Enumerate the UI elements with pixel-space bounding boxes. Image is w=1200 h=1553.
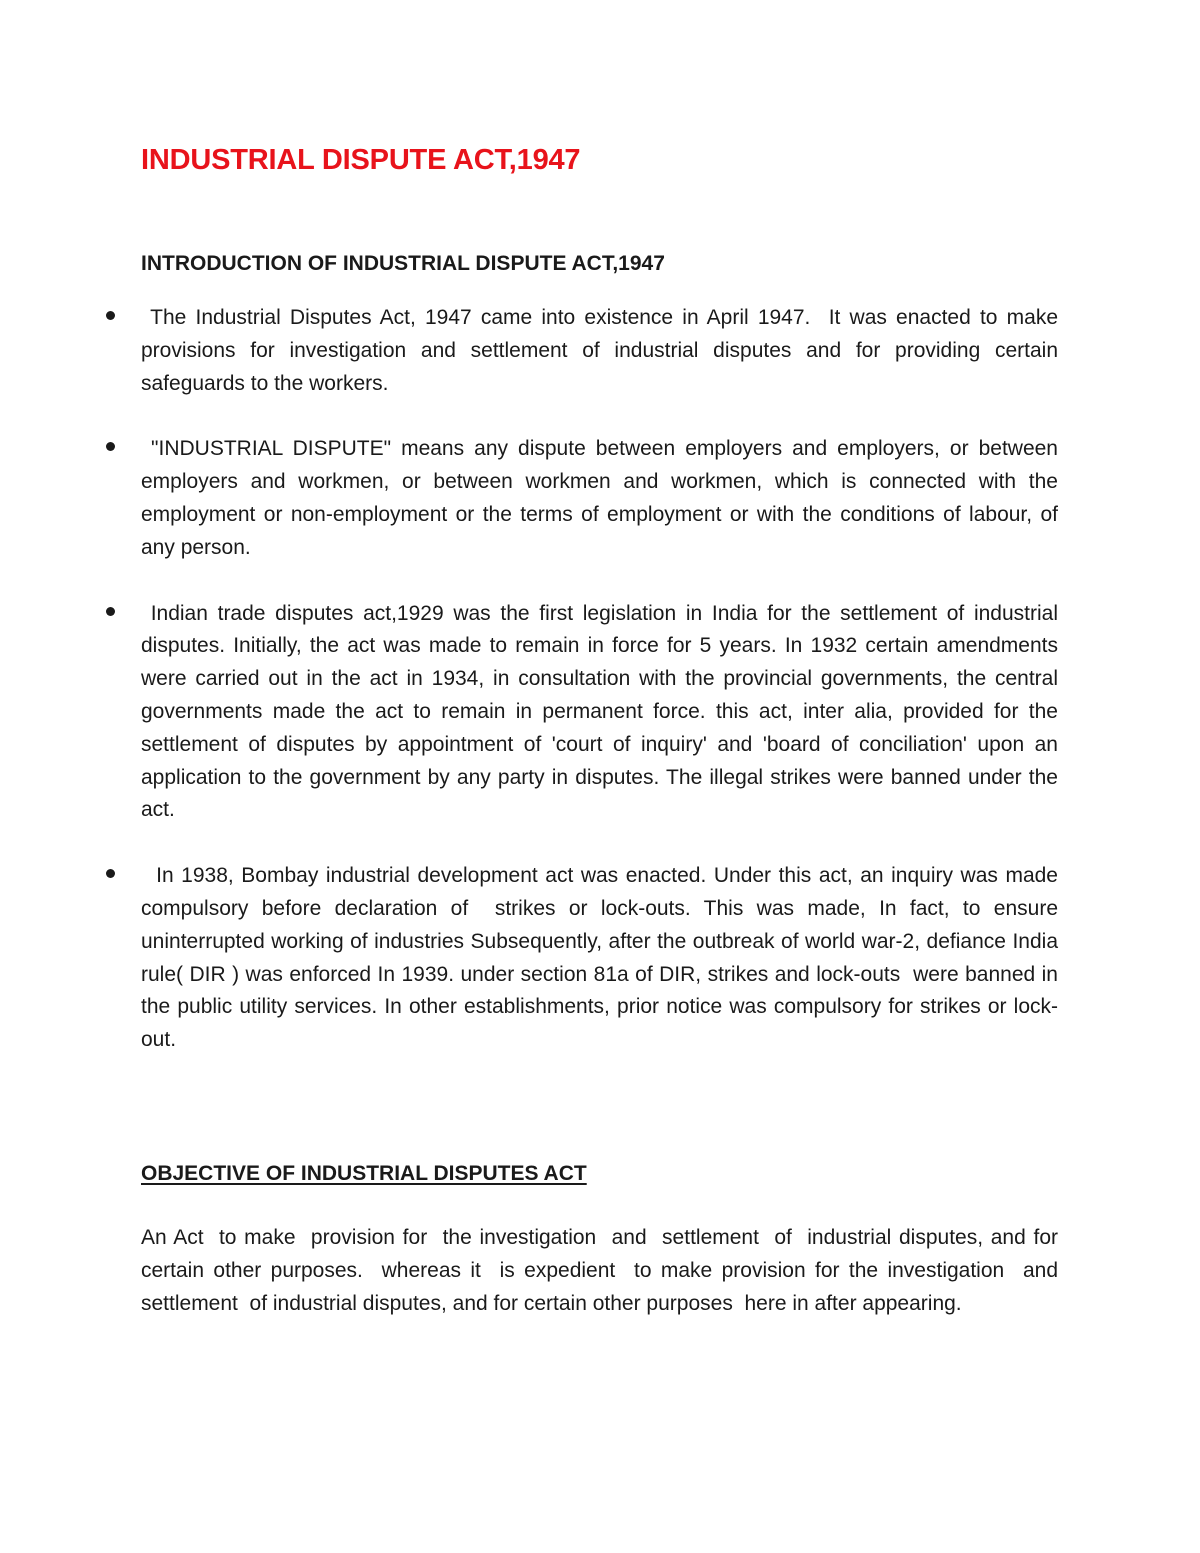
bullet-icon <box>106 311 115 320</box>
bullet-text: In 1938, Bombay industrial development act was enacted. Under this act, an inquiry was made compulsory before declaration of strikes or lock-outs. This was made, In fact, to ensure uninterrupted working of industries Subsequently, after the outbreak of world war-2, defiance India rule( DIR ) was enforced In 1939. under section 81a of DIR, strikes and lock-outs were banned in the public utility services. In other establishments, prior notice was compulsory for strikes or lock-out. <box>141 864 1064 1052</box>
document-title: INDUSTRIAL DISPUTE ACT,1947 <box>141 144 581 176</box>
bullet-item <box>141 433 1064 564</box>
bullet-icon <box>106 442 115 451</box>
bullet-text: The Industrial Disputes Act, 1947 came into existence in April 1947. It was enacted to make provisions for investigation and settlement of industrial disputes and for providing certain safeguards to the workers. <box>141 306 1064 395</box>
bullet-icon <box>106 869 115 878</box>
bullet-item <box>141 598 1070 828</box>
bullet-text: "INDUSTRIAL DISPUTE" means any dispute between employers and employers, or between employers and workmen, or between workmen and workmen, which is connected with the employment or non-employment or the terms of employment or with the conditions of labour, of any person. <box>141 437 1064 559</box>
bullet-icon <box>106 607 115 616</box>
document-body <box>141 138 1070 1320</box>
objective-heading: OBJECTIVE OF INDUSTRIAL DISPUTES ACT <box>141 1161 587 1185</box>
bullet-text: Indian trade disputes act,1929 was the first legislation in India for the settlement of industrial disputes. Initially, the act was made to remain in force for 5 years. In 1932 certain amendments were carried out in the act in 1934, in consultation with the provincial governments, the central governments made the act to remain in permanent force. this act, inter alia, provided for the settlement of disputes by appointment of 'court of inquiry' and 'board of conciliation' upon an application to the government by any party in disputes. The illegal strikes were banned under the act. <box>141 601 1070 822</box>
bullet-item <box>141 302 1064 400</box>
bullet-item <box>141 860 1064 1057</box>
introduction-heading: INTRODUCTION OF INDUSTRIAL DISPUTE ACT,1947 <box>141 252 665 275</box>
introduction-bullet-list <box>141 302 1070 1057</box>
objective-paragraph: An Act to make provision for the investigation and settlement of industrial disputes, and for certain other purposes. whereas it is expedient to make provision for the investigation and settlement of industrial disputes, and for certain other purposes here in after appearing. <box>141 1225 1064 1315</box>
